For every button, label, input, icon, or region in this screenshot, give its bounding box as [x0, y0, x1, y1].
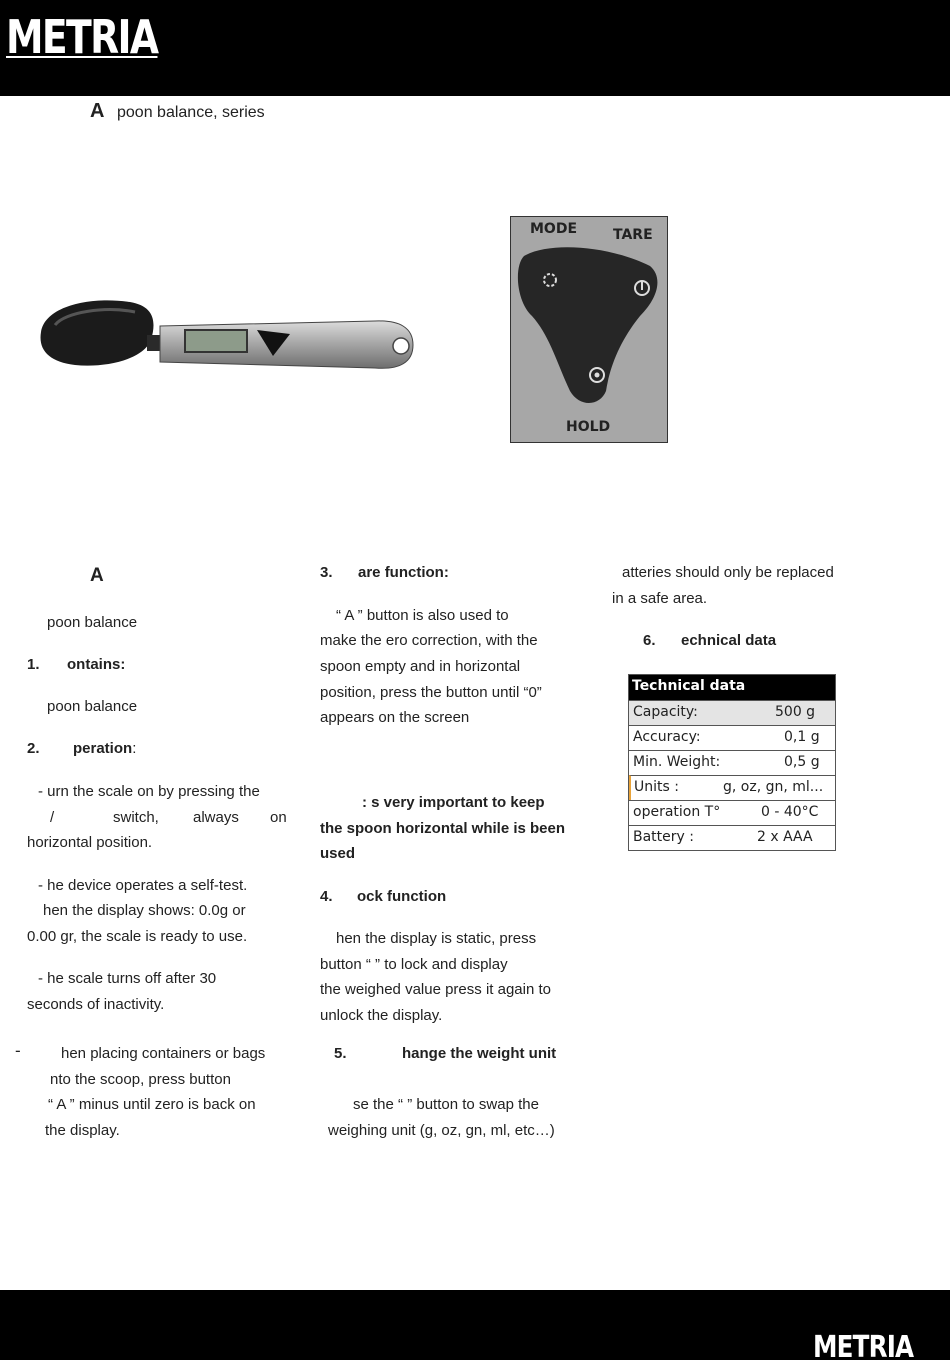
- lock-line4: unlock the display.: [320, 1007, 443, 1024]
- section1-body: poon balance: [47, 698, 138, 715]
- table-row: [629, 800, 835, 825]
- op-para2-line1: - he device operates a self-test.: [38, 877, 248, 894]
- table-row-value: 0,1 g: [784, 729, 820, 745]
- keypad-mode-label: MODE: [530, 221, 578, 237]
- keypad-hold-label: HOLD: [566, 419, 611, 435]
- section6-number: 6.: [643, 632, 656, 649]
- spoon-scale-image: [35, 290, 420, 380]
- table-row: [629, 750, 835, 775]
- footer-logo: METRIA: [813, 1330, 914, 1365]
- op-para1-slash: /: [50, 809, 55, 826]
- op-para1-line3: horizontal position.: [27, 834, 153, 851]
- table-row-value: 0 - 40°C: [761, 804, 819, 820]
- table-row-label: Units :: [634, 779, 679, 795]
- op-para4-line3: “ A ” minus until zero is back on: [48, 1096, 256, 1113]
- section6-title: echnical data: [681, 632, 777, 649]
- col1-subtitle: poon balance: [47, 614, 138, 631]
- tare-line1: “ A ” button is also used to: [336, 607, 509, 624]
- table-row: [629, 725, 835, 750]
- unit-line2: weighing unit (g, oz, gn, ml, etc…): [328, 1122, 555, 1139]
- lock-line1: hen the display is static, press: [336, 930, 537, 947]
- op-para3-line2: seconds of inactivity.: [27, 996, 165, 1013]
- table-row-label: Battery :: [633, 829, 694, 845]
- section1-title: ontains:: [67, 656, 126, 673]
- section2-colon: :: [132, 740, 137, 757]
- op-para4-line1: hen placing containers or bags: [61, 1045, 266, 1062]
- page-footer: [0, 1290, 950, 1365]
- section4-title: ock function: [357, 888, 447, 905]
- section5-number: 5.: [334, 1045, 347, 1062]
- table-row: [629, 775, 835, 800]
- title-initial: A: [90, 100, 105, 122]
- table-row-value: g, oz, gn, ml...: [723, 779, 824, 795]
- op-para3-line1: - he scale turns off after 30: [38, 970, 217, 987]
- table-header: Technical data: [629, 675, 835, 700]
- op-para4-dash: -: [15, 1041, 21, 1060]
- section2-number: 2.: [27, 740, 40, 757]
- battery-line1: atteries should only be replaced: [622, 564, 834, 581]
- tare-line5: appears on the screen: [320, 709, 470, 726]
- page-title: poon balance, series: [117, 104, 265, 121]
- note-line3: used: [320, 845, 356, 862]
- section3-number: 3.: [320, 564, 333, 581]
- battery-line2: in a safe area.: [612, 590, 708, 607]
- table-row: [629, 825, 835, 850]
- op-para4-line4: the display.: [45, 1122, 120, 1139]
- keypad-image: [510, 216, 668, 443]
- technical-data-table: [628, 674, 836, 851]
- col1-initial: A: [90, 565, 104, 586]
- table-row-value: 0,5 g: [784, 754, 820, 770]
- section2-title: peration: [73, 740, 133, 757]
- table-row: [629, 700, 835, 725]
- op-para1-word-switch: switch,: [113, 809, 159, 826]
- page-header: [0, 0, 950, 96]
- note-line1: : s very important to keep: [362, 794, 545, 811]
- op-para4-line2: nto the scoop, press button: [50, 1071, 231, 1088]
- op-para2-line2: hen the display shows: 0.0g or: [43, 902, 246, 919]
- unit-line1: se the “ ” button to swap the: [353, 1096, 539, 1113]
- table-row-label: Min. Weight:: [633, 754, 721, 770]
- table-row-label: Accuracy:: [633, 729, 701, 745]
- keypad-tare-label: TARE: [613, 227, 653, 243]
- op-para2-line3: 0.00 gr, the scale is ready to use.: [27, 928, 248, 945]
- table-row-label: operation T°: [633, 804, 721, 820]
- table-row-label: Capacity:: [633, 704, 698, 720]
- lock-line3: the weighed value press it again to: [320, 981, 551, 998]
- section3-title: are function:: [358, 564, 449, 581]
- table-row-value: 500 g: [775, 704, 816, 720]
- op-para1-line1: - urn the scale on by pressing the: [38, 783, 260, 800]
- brand-logo: METRIA: [6, 10, 158, 64]
- lock-line2: button “ ” to lock and display: [320, 956, 508, 973]
- op-para1-word-on: on: [270, 809, 287, 826]
- section4-number: 4.: [320, 888, 333, 905]
- section1-number: 1.: [27, 656, 40, 673]
- note-line2: the spoon horizontal while is been: [320, 820, 566, 837]
- op-para1-word-always: always: [193, 809, 239, 826]
- tare-line2: make the ero correction, with the: [320, 632, 538, 649]
- section5-title: hange the weight unit: [402, 1045, 557, 1062]
- table-row-value: 2 x AAA: [757, 829, 813, 845]
- tare-line4: position, press the button until “0”: [320, 684, 542, 701]
- tare-line3: spoon empty and in horizontal: [320, 658, 521, 675]
